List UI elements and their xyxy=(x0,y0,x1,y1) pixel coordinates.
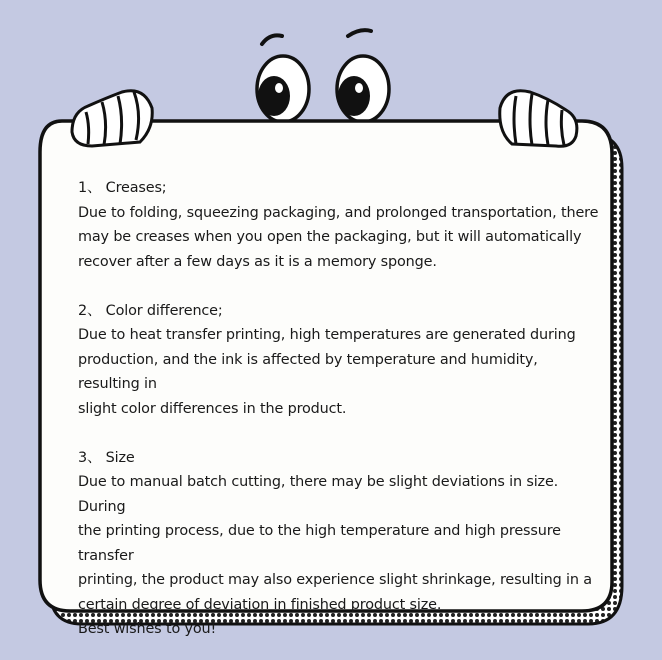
section-body-line: recover after a few days as it is a memory sponge. xyxy=(78,253,437,270)
section-body-line: may be creases when you open the packaging, but it will automatically xyxy=(78,229,582,245)
left-eyebrow xyxy=(262,35,282,44)
paragraph-spacer xyxy=(78,274,603,299)
section-heading-creases: 1、 Creases; xyxy=(78,180,167,196)
right-eyebrow xyxy=(348,30,371,36)
section-body-line: slight color differences in the product. xyxy=(78,400,347,417)
section-body-line: Due to folding, squeezing packaging, and prolonged transportation, there xyxy=(78,204,599,221)
section-heading-size: 3、 Size xyxy=(78,449,135,466)
left-eye-icon xyxy=(257,56,309,122)
left-hand-icon xyxy=(72,91,152,146)
right-eye-icon xyxy=(337,56,389,122)
section-body-line: Due to manual batch cutting, there may be slight deviations in size. During xyxy=(78,474,559,515)
right-hand-icon xyxy=(500,91,577,147)
character-head xyxy=(257,30,389,122)
paragraph-spacer xyxy=(78,421,603,446)
section-body-line: the printing process, due to the high temperature and high pressure transfer xyxy=(78,523,561,564)
notice-text xyxy=(78,176,603,642)
section-heading-color-difference: 2、 Color difference; xyxy=(78,302,223,319)
closing-line: Best wishes to you! xyxy=(78,621,217,637)
section-body-line: production, and the ink is affected by temperature and humidity, resulting in xyxy=(78,351,538,392)
section-body-line: printing, the product may also experience slight shrinkage, resulting in a xyxy=(78,572,592,588)
section-body-line: certain degree of deviation in finished product size. xyxy=(78,596,442,613)
section-body-line: Due to heat transfer printing, high temperatures are generated during xyxy=(78,327,576,343)
